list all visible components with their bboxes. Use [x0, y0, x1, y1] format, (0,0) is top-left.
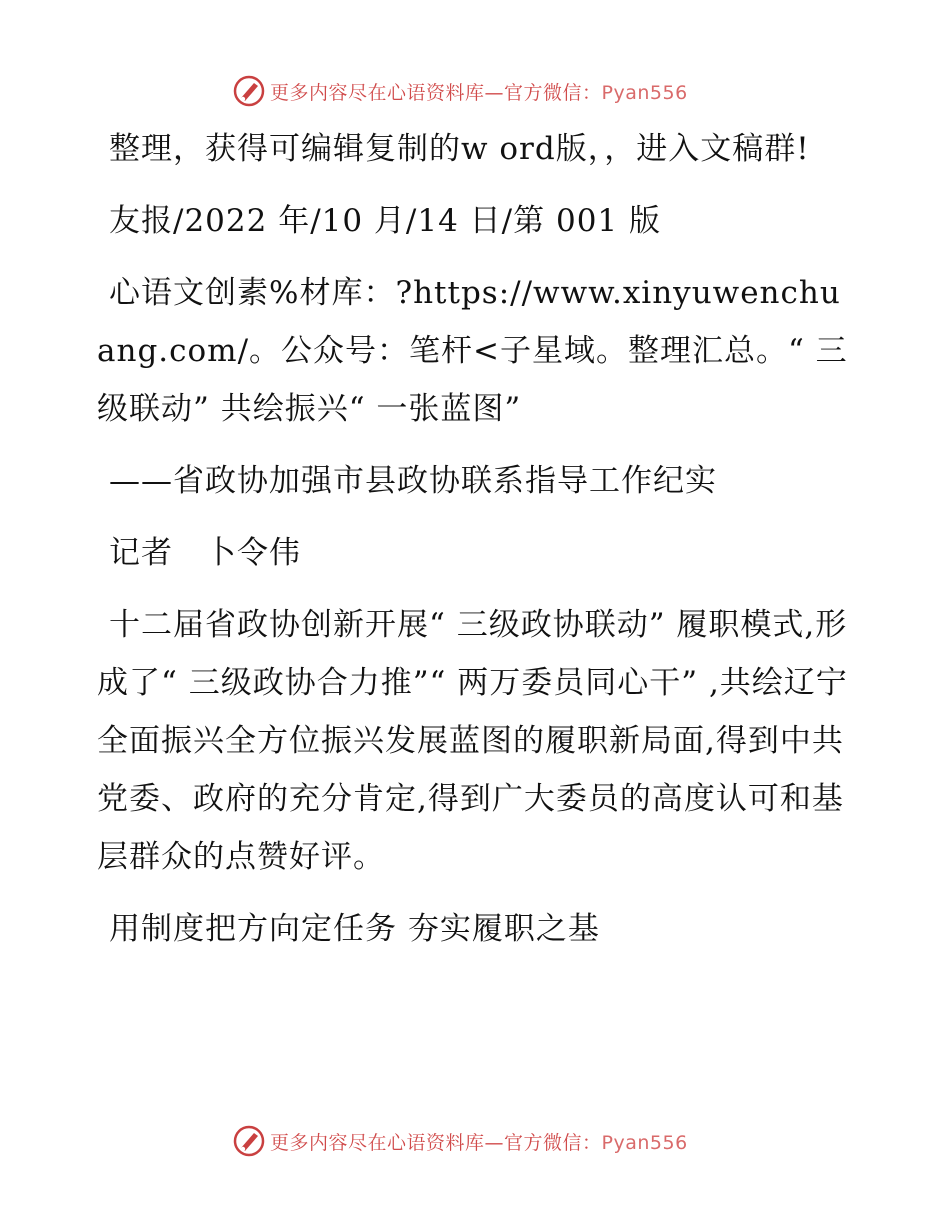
paragraph-byline: 记者 卜令伟: [109, 535, 301, 571]
watermark-handle: Pyan556: [601, 1131, 688, 1154]
paragraph-subtitle: ——省政协加强市县政协联系指导工作纪实: [109, 463, 717, 499]
watermark-handle: Pyan556: [601, 81, 688, 104]
paragraph-section-heading: 用制度把方向定任务 夯实履职之基: [109, 911, 600, 947]
watermark-text: 更多内容尽在心语资料库—官方微信：: [270, 1131, 602, 1154]
watermark-text: 更多内容尽在心语资料库—官方微信：: [270, 81, 602, 104]
pen-logo-icon: [232, 1124, 266, 1158]
paragraph-source: 友报/2022 年/10 月/14 日/第 001 版: [109, 203, 662, 239]
footer-watermark: [232, 1124, 688, 1158]
paragraph-body: 十二届省政协创新开展“ 三级政协联动” 履职模式,形成了“ 三级政协合力推”“ 两万委员同心干” ,共绘辽宁全面振兴全方位振兴发展蓝图的履职新局面,得到中共党委、政府的充分肯定,得到广大委员的高度认可和基层群众的点赞好评。: [97, 607, 848, 875]
pen-logo-icon: [232, 74, 266, 108]
document-body: [97, 120, 857, 972]
paragraph-intro: 整理，获得可编辑复制的w ord版，，进入文稿群!: [109, 131, 810, 167]
paragraph-title: 心语文创素%材库：?https://www.xinyuwenchuang.com/。公众号：笔杆<子星域。整理汇总。“ 三级联动” 共绘振兴“ 一张蓝图”: [97, 275, 848, 427]
header-watermark: [232, 74, 688, 108]
